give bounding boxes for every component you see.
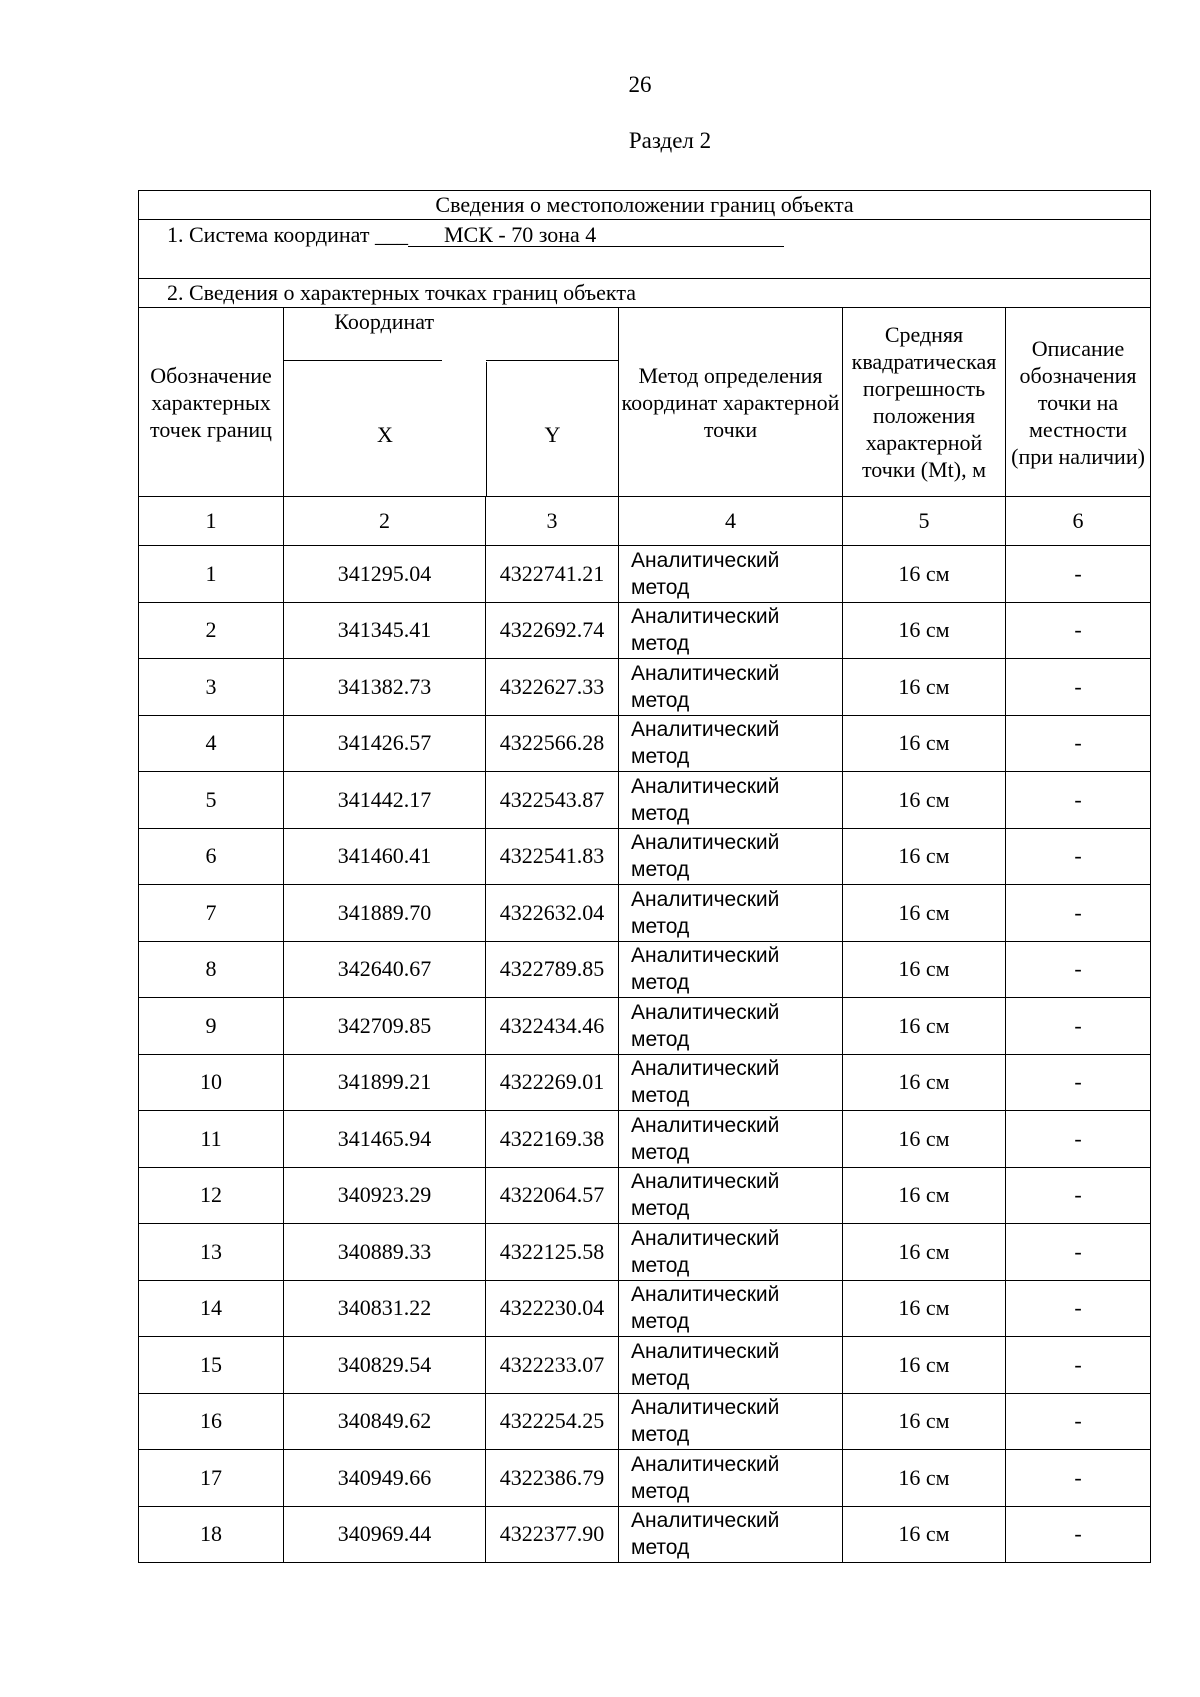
method-cell: Аналитический метод bbox=[619, 941, 843, 998]
x-coordinate-cell: 342709.85 bbox=[284, 998, 486, 1055]
y-coordinate-cell: 4322434.46 bbox=[486, 998, 619, 1055]
header-row bbox=[139, 308, 1151, 497]
point-number-cell: 15 bbox=[139, 1337, 284, 1394]
method-cell: Аналитический метод bbox=[619, 1167, 843, 1224]
column-number: 4 bbox=[619, 497, 843, 546]
x-coordinate-cell: 341889.70 bbox=[284, 885, 486, 942]
y-coordinate-cell: 4322230.04 bbox=[486, 1280, 619, 1337]
error-cell: 16 см bbox=[843, 1111, 1006, 1168]
method-cell: Аналитический метод bbox=[619, 1280, 843, 1337]
y-coordinate-cell: 4322254.25 bbox=[486, 1393, 619, 1450]
point-number-cell: 18 bbox=[139, 1506, 284, 1563]
x-coordinate-cell: 340949.66 bbox=[284, 1450, 486, 1507]
error-cell: 16 см bbox=[843, 1224, 1006, 1281]
y-coordinate-cell: 4322543.87 bbox=[486, 772, 619, 829]
boundary-points-table bbox=[138, 190, 1151, 1563]
table-row bbox=[139, 885, 1151, 942]
description-cell: - bbox=[1006, 885, 1151, 942]
description-cell: - bbox=[1006, 998, 1151, 1055]
description-cell: - bbox=[1006, 1054, 1151, 1111]
header-description: Описание обозначения точки на местности (при наличии) bbox=[1006, 308, 1151, 497]
table-row bbox=[139, 1280, 1151, 1337]
y-coordinate-cell: 4322741.21 bbox=[486, 546, 619, 603]
table-row bbox=[139, 1393, 1151, 1450]
x-coordinate-cell: 341460.41 bbox=[284, 828, 486, 885]
point-number-cell: 13 bbox=[139, 1224, 284, 1281]
x-coordinate-cell: 340849.62 bbox=[284, 1393, 486, 1450]
table-row bbox=[139, 941, 1151, 998]
error-cell: 16 см bbox=[843, 715, 1006, 772]
point-number-cell: 6 bbox=[139, 828, 284, 885]
method-cell: Аналитический метод bbox=[619, 1054, 843, 1111]
description-cell: - bbox=[1006, 1167, 1151, 1224]
point-number-cell: 12 bbox=[139, 1167, 284, 1224]
column-number: 5 bbox=[843, 497, 1006, 546]
coordinate-system-label: 1. Система координат ___ bbox=[167, 222, 408, 247]
y-coordinate-cell: 4322541.83 bbox=[486, 828, 619, 885]
error-cell: 16 см bbox=[843, 885, 1006, 942]
method-cell: Аналитический метод bbox=[619, 998, 843, 1055]
description-cell: - bbox=[1006, 1280, 1151, 1337]
header-designation: Обозначение характерных точек границ bbox=[139, 308, 284, 497]
y-coordinate-cell: 4322386.79 bbox=[486, 1450, 619, 1507]
y-coordinate-cell: 4322233.07 bbox=[486, 1337, 619, 1394]
method-cell: Аналитический метод bbox=[619, 1224, 843, 1281]
table-row bbox=[139, 1111, 1151, 1168]
point-number-cell: 2 bbox=[139, 602, 284, 659]
header-error: Средняя квадратическая погрешность положения характерной точки (Mt), м bbox=[843, 308, 1006, 497]
description-cell: - bbox=[1006, 602, 1151, 659]
y-coordinate-cell: 4322064.57 bbox=[486, 1167, 619, 1224]
description-cell: - bbox=[1006, 715, 1151, 772]
coordinate-system-row bbox=[139, 220, 1151, 279]
x-coordinate-cell: 340889.33 bbox=[284, 1224, 486, 1281]
error-cell: 16 см bbox=[843, 1450, 1006, 1507]
table-row bbox=[139, 659, 1151, 716]
error-cell: 16 см bbox=[843, 546, 1006, 603]
error-cell: 16 см bbox=[843, 1280, 1006, 1337]
error-cell: 16 см bbox=[843, 828, 1006, 885]
column-number: 1 bbox=[139, 497, 284, 546]
table-row bbox=[139, 1224, 1151, 1281]
table-row bbox=[139, 602, 1151, 659]
method-cell: Аналитический метод bbox=[619, 602, 843, 659]
column-number: 2 bbox=[284, 497, 486, 546]
table-row bbox=[139, 1337, 1151, 1394]
table-row bbox=[139, 1450, 1151, 1507]
description-cell: - bbox=[1006, 1224, 1151, 1281]
coordinate-system-value: МСК - 70 зона 4 bbox=[408, 224, 784, 247]
point-number-cell: 7 bbox=[139, 885, 284, 942]
method-cell: Аналитический метод bbox=[619, 1450, 843, 1507]
point-number-cell: 11 bbox=[139, 1111, 284, 1168]
point-number-cell: 17 bbox=[139, 1450, 284, 1507]
y-coordinate-cell: 4322566.28 bbox=[486, 715, 619, 772]
description-cell: - bbox=[1006, 1506, 1151, 1563]
table-row bbox=[139, 1506, 1151, 1563]
y-coordinate-cell: 4322789.85 bbox=[486, 941, 619, 998]
error-cell: 16 см bbox=[843, 772, 1006, 829]
description-cell: - bbox=[1006, 1111, 1151, 1168]
description-cell: - bbox=[1006, 1450, 1151, 1507]
section-label: Раздел 2 bbox=[628, 128, 712, 153]
method-cell: Аналитический метод bbox=[619, 885, 843, 942]
x-coordinate-cell: 341465.94 bbox=[284, 1111, 486, 1168]
point-number-cell: 9 bbox=[139, 998, 284, 1055]
table-row bbox=[139, 998, 1151, 1055]
header-underline-y bbox=[486, 360, 619, 361]
x-coordinate-cell: 341345.41 bbox=[284, 602, 486, 659]
point-number-cell: 3 bbox=[139, 659, 284, 716]
point-number-cell: 4 bbox=[139, 715, 284, 772]
y-coordinate-cell: 4322692.74 bbox=[486, 602, 619, 659]
x-coordinate-cell: 341382.73 bbox=[284, 659, 486, 716]
table-row bbox=[139, 715, 1151, 772]
header-x: X bbox=[377, 422, 393, 447]
point-number-cell: 10 bbox=[139, 1054, 284, 1111]
description-cell: - bbox=[1006, 828, 1151, 885]
error-cell: 16 см bbox=[843, 602, 1006, 659]
method-cell: Аналитический метод bbox=[619, 772, 843, 829]
page-number: 26 bbox=[628, 72, 652, 97]
table-row bbox=[139, 546, 1151, 603]
point-number-cell: 5 bbox=[139, 772, 284, 829]
table-row bbox=[139, 772, 1151, 829]
method-cell: Аналитический метод bbox=[619, 1337, 843, 1394]
description-cell: - bbox=[1006, 941, 1151, 998]
method-cell: Аналитический метод bbox=[619, 715, 843, 772]
x-coordinate-cell: 340829.54 bbox=[284, 1337, 486, 1394]
error-cell: 16 см bbox=[843, 659, 1006, 716]
description-cell: - bbox=[1006, 1337, 1151, 1394]
error-cell: 16 см bbox=[843, 1393, 1006, 1450]
method-cell: Аналитический метод bbox=[619, 1506, 843, 1563]
method-cell: Аналитический метод bbox=[619, 1393, 843, 1450]
error-cell: 16 см bbox=[843, 1506, 1006, 1563]
x-coordinate-cell: 341899.21 bbox=[284, 1054, 486, 1111]
description-cell: - bbox=[1006, 546, 1151, 603]
table-title: Сведения о местоположении границ объекта bbox=[139, 191, 1151, 220]
description-cell: - bbox=[1006, 1393, 1151, 1450]
error-cell: 16 см bbox=[843, 941, 1006, 998]
method-cell: Аналитический метод bbox=[619, 546, 843, 603]
point-number-cell: 1 bbox=[139, 546, 284, 603]
y-coordinate-cell: 4322377.90 bbox=[486, 1506, 619, 1563]
header-y: Y bbox=[544, 422, 561, 447]
point-number-cell: 14 bbox=[139, 1280, 284, 1337]
error-cell: 16 см bbox=[843, 998, 1006, 1055]
table-row bbox=[139, 1054, 1151, 1111]
header-method: Метод определения координат характерной точки bbox=[619, 308, 843, 497]
method-cell: Аналитический метод bbox=[619, 1111, 843, 1168]
y-coordinate-cell: 4322169.38 bbox=[486, 1111, 619, 1168]
y-coordinate-cell: 4322269.01 bbox=[486, 1054, 619, 1111]
method-cell: Аналитический метод bbox=[619, 828, 843, 885]
header-underline-x bbox=[284, 360, 442, 361]
x-coordinate-cell: 341426.57 bbox=[284, 715, 486, 772]
header-coordinates bbox=[284, 308, 619, 497]
x-coordinate-cell: 342640.67 bbox=[284, 941, 486, 998]
x-coordinate-cell: 340969.44 bbox=[284, 1506, 486, 1563]
y-coordinate-cell: 4322627.33 bbox=[486, 659, 619, 716]
x-coordinate-cell: 340923.29 bbox=[284, 1167, 486, 1224]
error-cell: 16 см bbox=[843, 1167, 1006, 1224]
table-row bbox=[139, 828, 1151, 885]
header-coordinates-title: Координат bbox=[334, 309, 435, 334]
column-number: 6 bbox=[1006, 497, 1151, 546]
x-coordinate-cell: 341295.04 bbox=[284, 546, 486, 603]
column-number-row bbox=[139, 497, 1151, 546]
method-cell: Аналитический метод bbox=[619, 659, 843, 716]
column-number: 3 bbox=[486, 497, 619, 546]
y-coordinate-cell: 4322632.04 bbox=[486, 885, 619, 942]
y-coordinate-cell: 4322125.58 bbox=[486, 1224, 619, 1281]
error-cell: 16 см bbox=[843, 1054, 1006, 1111]
x-coordinate-cell: 341442.17 bbox=[284, 772, 486, 829]
point-number-cell: 16 bbox=[139, 1393, 284, 1450]
x-coordinate-cell: 340831.22 bbox=[284, 1280, 486, 1337]
description-cell: - bbox=[1006, 659, 1151, 716]
table-row bbox=[139, 1167, 1151, 1224]
points-heading: 2. Сведения о характерных точках границ объекта bbox=[139, 279, 1151, 308]
description-cell: - bbox=[1006, 772, 1151, 829]
point-number-cell: 8 bbox=[139, 941, 284, 998]
error-cell: 16 см bbox=[843, 1337, 1006, 1394]
